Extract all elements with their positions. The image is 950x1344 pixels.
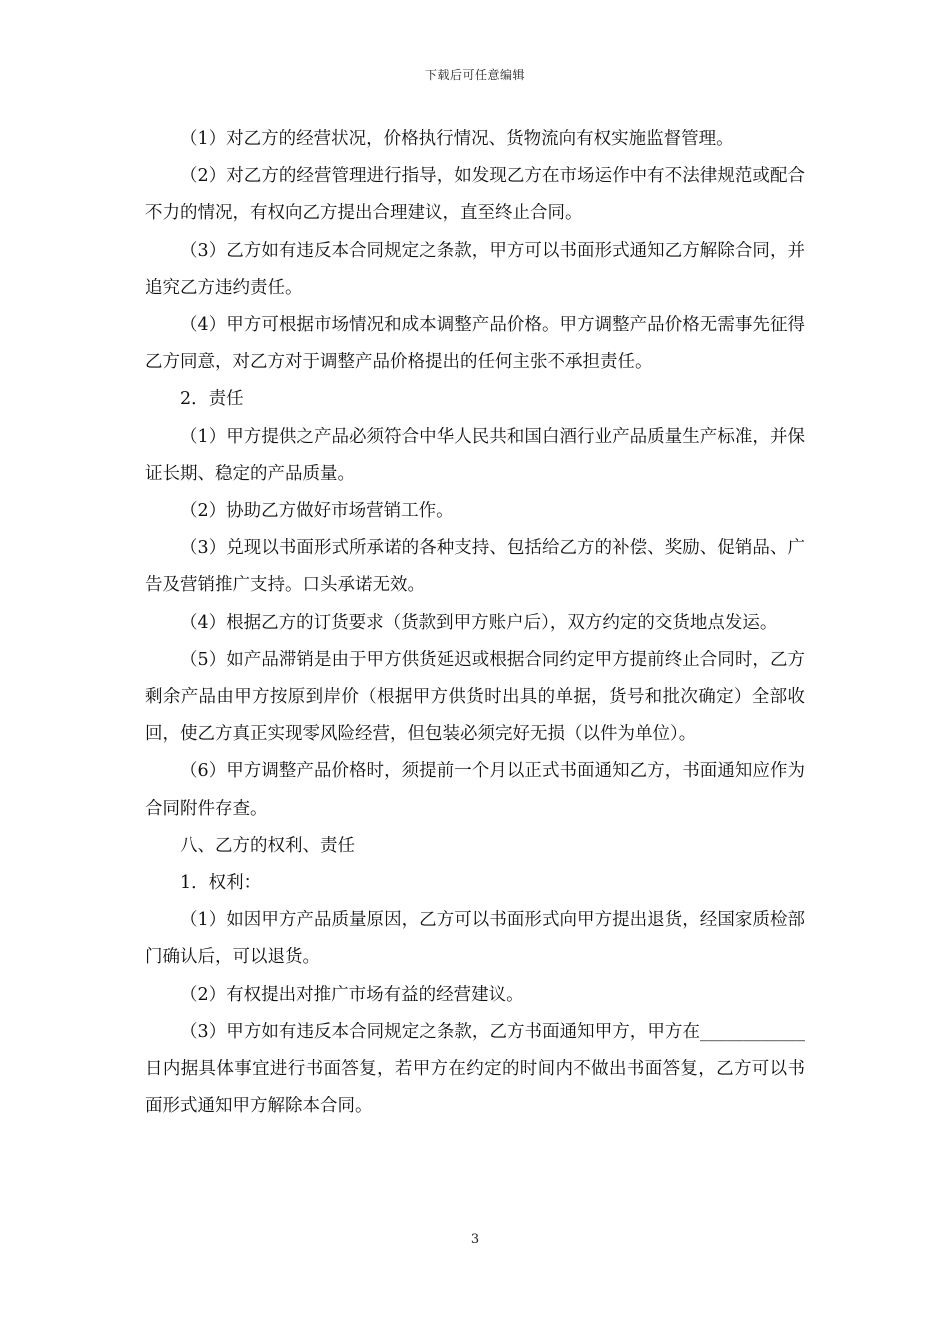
document-body: [145, 121, 805, 1125]
paragraph: （1）如因甲方产品质量原因，乙方可以书面形式向甲方提出退货，经国家质检部门确认后，可以退货。: [145, 910, 805, 968]
section-heading: 八、乙方的权利、责任: [180, 835, 355, 856]
page-number: 3: [470, 1232, 480, 1247]
paragraph: （5）如产品滞销是由于甲方供货延迟或根据合同约定甲方提前终止合同时，乙方剩余产品由甲方按原到岸价（根据甲方供货时出具的单据，货号和批次确定）全部收回，使乙方真正实现零风险经营，但包装必须完好无损（以件为单位）。: [145, 649, 805, 745]
paragraph: （4）甲方可根据市场情况和成本调整产品价格。甲方调整产品价格无需事先征得乙方同意，对乙方对于调整产品价格提出的任何主张不承担责任。: [145, 315, 805, 373]
paragraph: （2）协助乙方做好市场营销工作。: [180, 501, 454, 522]
paragraph: （1）甲方提供之产品必须符合中华人民共和国白酒行业产品质量生产标准，并保证长期、稳定的产品质量。: [145, 426, 805, 484]
page-header: 下载后可任意编辑: [424, 68, 525, 82]
paragraph: （2）有权提出对推广市场有益的经营建议。: [180, 984, 524, 1005]
section-heading: 2．责任: [180, 389, 244, 410]
paragraph: （3）兑现以书面形式所承诺的各种支持、包括给乙方的补偿、奖励、促销品、广告及营销推广支持。口头承诺无效。: [145, 538, 805, 596]
section-heading: 1．权利：: [180, 873, 262, 894]
paragraph: （3）甲方如有违反本合同规定之条款，乙方书面通知甲方，甲方在____________日内据具体事宜进行书面答复，若甲方在约定的时间内不做出书面答复，乙方可以书面形式通知甲方解除本合同。: [145, 1021, 805, 1117]
paragraph: （4）根据乙方的订货要求（货款到甲方账户后），双方约定的交货地点发运。: [180, 612, 778, 633]
paragraph: （1）对乙方的经营状况，价格执行情况、货物流向有权实施监督管理。: [180, 129, 734, 149]
paragraph: （6）甲方调整产品价格时，须提前一个月以正式书面通知乙方，书面通知应作为合同附件存查。: [145, 761, 805, 819]
paragraph: （2）对乙方的经营管理进行指导，如发现乙方在市场运作中有不法律规范或配合不力的情况，有权向乙方提出合理建议，直至终止合同。: [145, 166, 805, 224]
paragraph: （3）乙方如有违反本合同规定之条款，甲方可以书面形式通知乙方解除合同，并追究乙方违约责任。: [145, 240, 805, 298]
